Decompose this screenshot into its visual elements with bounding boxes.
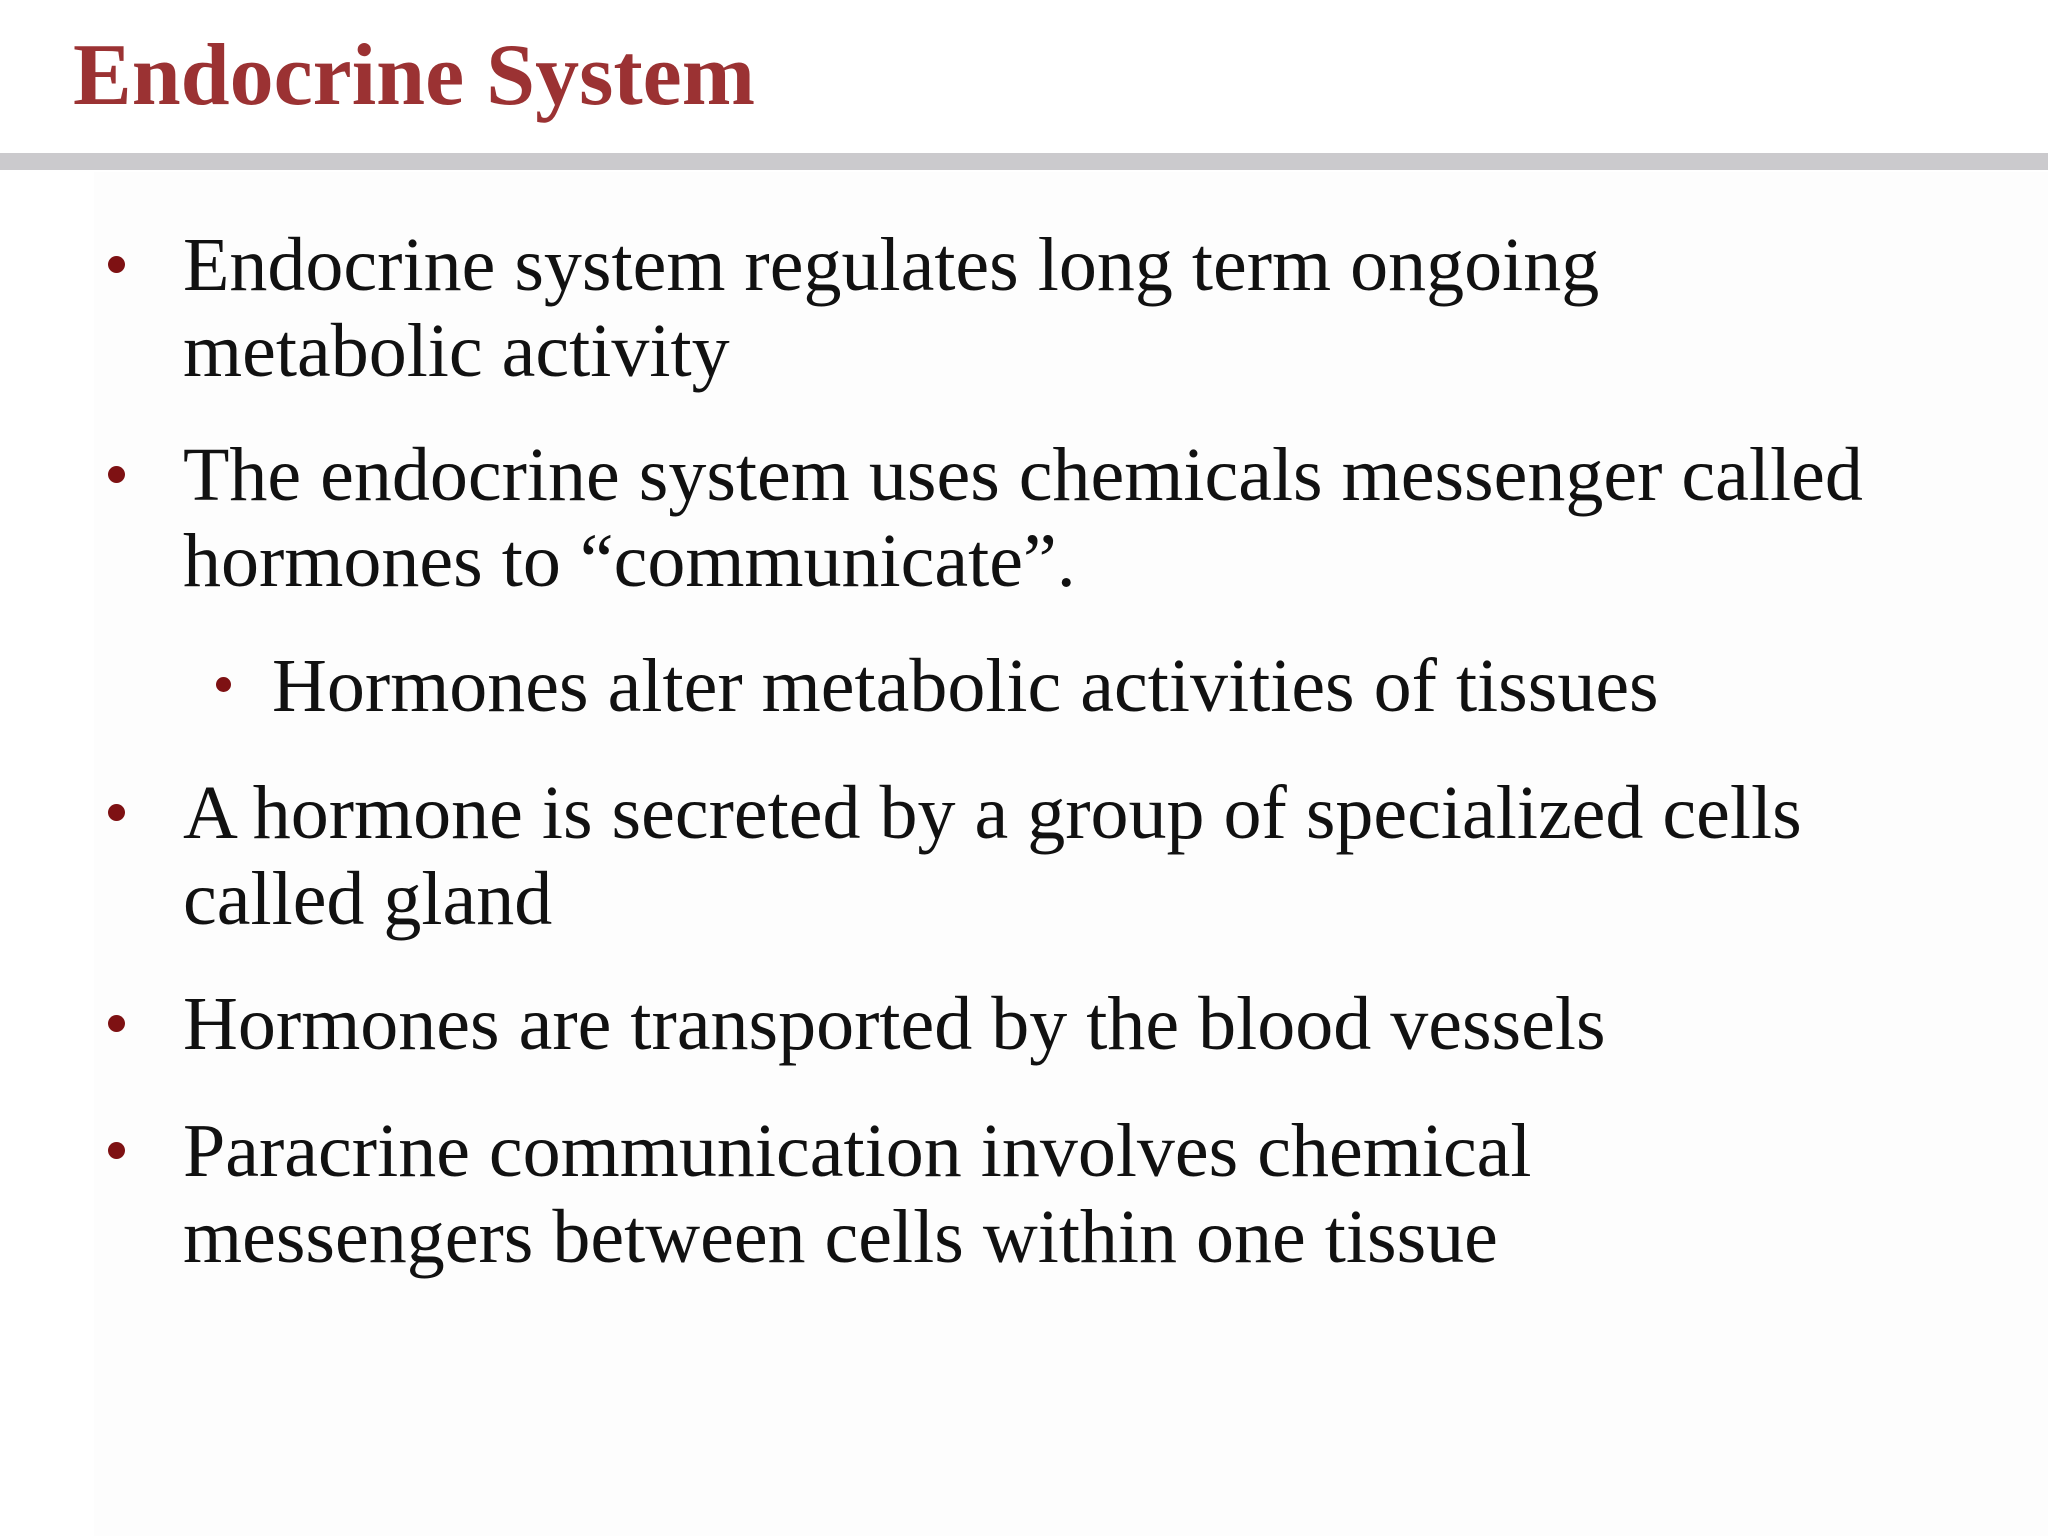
sub-bullet-item [272,643,2048,729]
bullet-text-line: called gland [183,857,553,941]
bullet-text-line: hormones to “communicate”. [183,519,1076,603]
bullet-text-line: The endocrine system uses chemicals messenger called [183,433,1863,517]
slide-title: Endocrine System [73,27,755,124]
bullet-dot-icon [108,804,125,821]
bullet-dot-icon [108,1142,125,1159]
bullet-item [183,981,2048,1067]
bullet-text-line: Endocrine system regulates long term ongoing [183,223,1600,307]
bullet-item [183,432,2048,604]
bullet-text-line: A hormone is secreted by a group of specialized cells [183,771,1802,855]
bullet-text-line: Paracrine communication involves chemical [183,1109,1532,1193]
bullet-dot-icon [108,256,125,273]
bullet-text-line: Hormones are transported by the blood vessels [183,982,1606,1066]
bullet-dot-icon [108,1015,125,1032]
bullet-item [183,1108,2048,1280]
bullet-item [183,222,2048,394]
bullet-text-line: messengers between cells within one tissue [183,1195,1498,1279]
bullet-item [183,770,2048,942]
bullet-dot-icon [108,466,125,483]
bullet-text-line: metabolic activity [183,309,730,393]
bullet-dot-icon [216,677,231,692]
bullet-text-line: Hormones alter metabolic activities of tissues [272,644,1659,728]
